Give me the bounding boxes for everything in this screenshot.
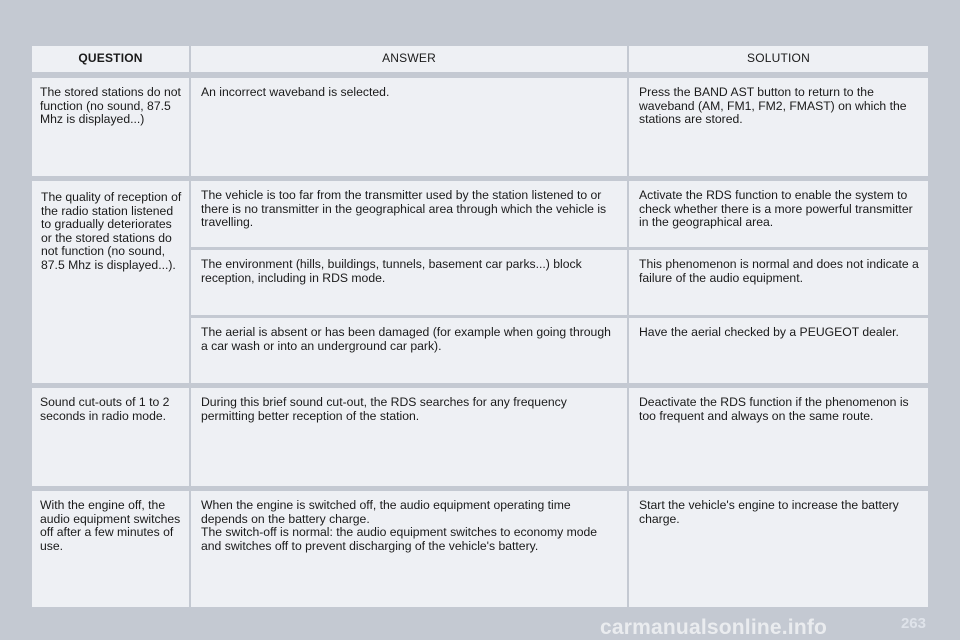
row3-solution: Deactivate the RDS function if the phenomenon is too frequent and always on the same route. — [629, 388, 928, 486]
row4-question: With the engine off, the audio equipment switches off after a few minutes of use. — [32, 491, 189, 607]
row4-answer: When the engine is switched off, the audio equipment operating time depends on the battery charge. The switch-off is normal: the audio equipment switches to economy mode and switches off to prevent discharging of the vehicle's battery. — [191, 491, 627, 607]
row1-solution: Press the BAND AST button to return to the waveband (AM, FM1, FM2, FMAST) on which the stations are stored. — [629, 78, 928, 176]
row3-question: Sound cut-outs of 1 to 2 seconds in radio mode. — [32, 388, 189, 486]
row2-answer-2: The environment (hills, buildings, tunnels, basement car parks...) block reception, including in RDS mode. — [191, 250, 627, 315]
row4-solution: Start the vehicle's engine to increase the battery charge. — [629, 491, 928, 607]
row2-solution-3: Have the aerial checked by a PEUGEOT dealer. — [629, 318, 928, 383]
page-number: 263 — [900, 615, 926, 632]
row2-solution-1: Activate the RDS function to enable the system to check whether there is a more powerful transmitter in the geographical area. — [629, 181, 928, 247]
header-answer: ANSWER — [191, 46, 627, 72]
row1-answer: An incorrect waveband is selected. — [191, 78, 627, 176]
row2-question: The quality of reception of the radio station listened to gradually deteriorates or the stored stations do not function (no sound, 87.5 Mhz is displayed...). — [32, 181, 189, 383]
header-question: QUESTION — [32, 46, 189, 72]
watermark: carmanualsonline.info — [600, 616, 828, 639]
row2-solution-2: This phenomenon is normal and does not indicate a failure of the audio equipment. — [629, 250, 928, 315]
header-solution: SOLUTION — [629, 46, 928, 72]
row3-answer: During this brief sound cut-out, the RDS searches for any frequency permitting better reception of the station. — [191, 388, 627, 486]
row2-answer-3: The aerial is absent or has been damaged (for example when going through a car wash or into an underground car park). — [191, 318, 627, 383]
row1-question: The stored stations do not function (no sound, 87.5 Mhz is displayed...) — [32, 78, 189, 176]
row2-answer-1: The vehicle is too far from the transmitter used by the station listened to or there is no transmitter in the geographical area through which the vehicle is travelling. — [191, 181, 627, 247]
